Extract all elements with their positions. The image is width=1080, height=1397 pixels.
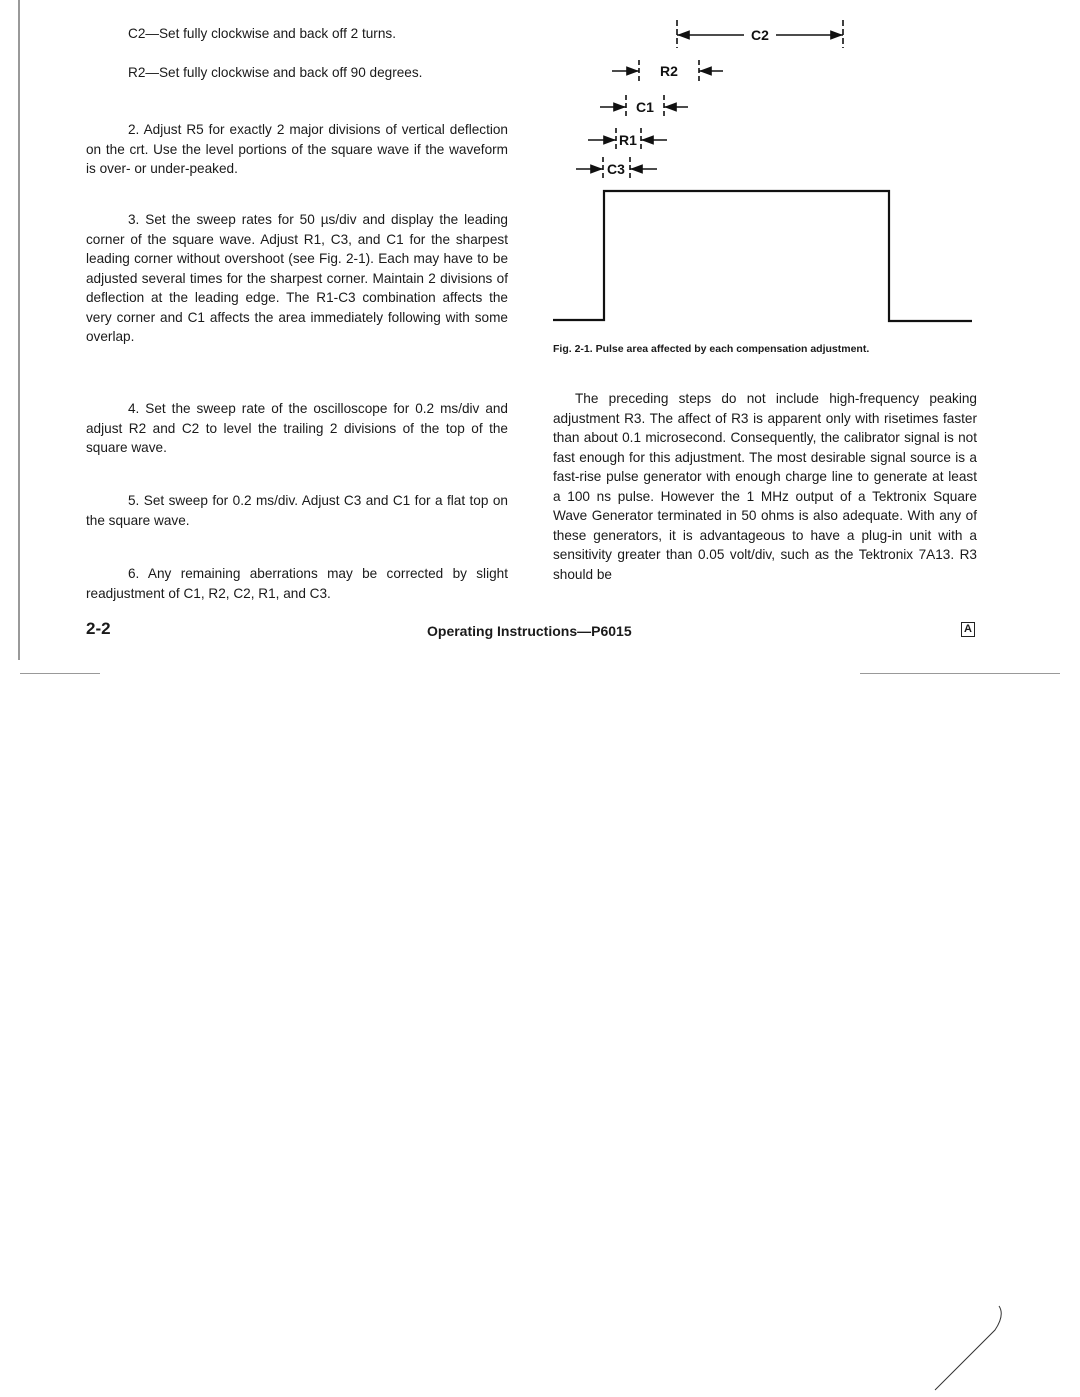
step-4 [86,399,508,458]
scan-edge-line [860,673,1060,674]
pencil-mark [925,1300,1005,1395]
scan-edge-line [20,673,100,674]
revision-mark: A [961,622,975,637]
figure-caption: Fig. 2-1. Pulse area affected by each compensation adjustment. [553,343,870,355]
square-pulse-waveform [553,191,972,321]
step-6 [86,564,508,603]
step-5 [86,491,508,530]
pulse-diagram [0,0,1080,340]
c2-instruction: C2—Set fully clockwise and back off 2 turns. [128,26,396,41]
label-c1: C1 [636,99,654,115]
label-c2: C2 [751,27,769,43]
label-c3: C3 [607,161,625,177]
label-r1: R1 [619,132,637,148]
step-6-text: 6. Any remaining aberrations may be corrected by slight readjustment of C1, R2, C2, R1, and C3. [86,566,508,601]
right-paragraph-text: The preceding steps do not include high-frequency peaking adjustment R3. The affect of R3 is apparent only with risetimes faster than about 0.1 microsecond. Consequently, the calibrator signal is not fast enough for this adjustment. The most desirable signal source is a fast-rise pulse generator with enough charge line to generate at least a 100 ns pulse. However the 1 MHz output of a Tektronix Square Wave Generator terminated in 50 ohms is also adequate. With any of these generators, it is advantageous to have a plug-in unit with a sensitivity greater than 0.05 volt/div, such as the Tektronix 7A13. R3 should be [553,391,977,582]
step-2-text: 2. Adjust R5 for exactly 2 major divisions of vertical deflection on the crt. Use the level portions of the square wave if the waveform is over- or under-peaked. [86,122,508,176]
page-number: 2-2 [86,619,111,638]
step-4-text: 4. Set the sweep rate of the oscilloscope for 0.2 ms/div and adjust R2 and C2 to level the trailing 2 divisions of the top of the square wave. [86,401,508,455]
right-paragraph [553,389,977,584]
step-3-text: 3. Set the sweep rates for 50 µs/div and display the leading corner of the square wave. Adjust R1, C3, and C1 for the sharpest leading corner without overshoot (see Fig. 2-1). Each may have to be adjusted several times for the sharpest corner. Maintain 2 divisions of deflection at the leading edge. The R1-C3 combination affects the very corner and C1 affects the area immediately following with some overlap. [86,212,508,344]
footer-title: Operating Instructions—P6015 [427,623,632,639]
label-r2: R2 [660,63,678,79]
step-5-text: 5. Set sweep for 0.2 ms/div. Adjust C3 and C1 for a flat top on the square wave. [86,493,508,528]
r2-instruction: R2—Set fully clockwise and back off 90 degrees. [128,65,423,80]
